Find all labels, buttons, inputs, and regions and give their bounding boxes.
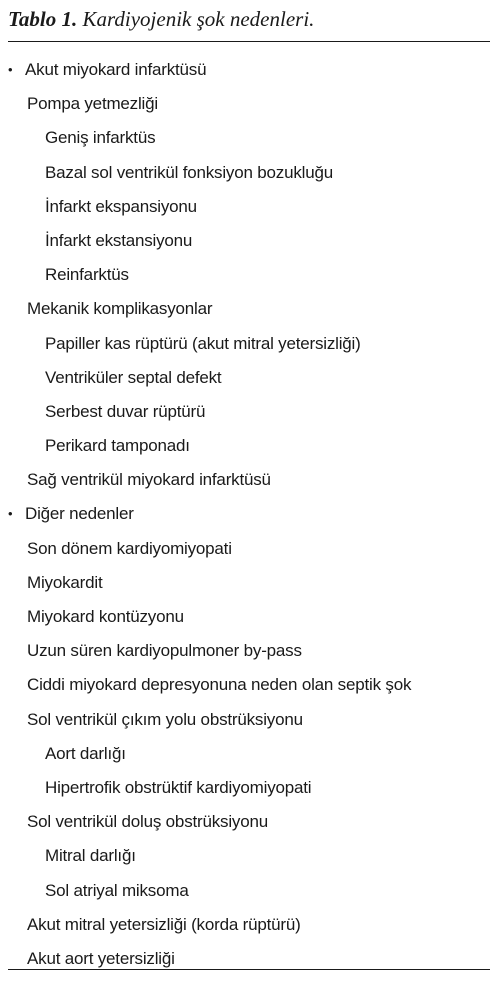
list-item-text: Bazal sol ventrikül fonksiyon bozukluğu bbox=[45, 162, 333, 182]
list-subitem bbox=[0, 190, 499, 224]
list-item-text: Ventriküler septal defekt bbox=[45, 367, 222, 387]
list-subitem bbox=[0, 327, 499, 361]
list-item bbox=[0, 463, 499, 497]
list-item-text: İnfarkt ekspansiyonu bbox=[45, 196, 197, 216]
list-item bbox=[0, 566, 499, 600]
list-item bbox=[0, 703, 499, 737]
list-item-text: Perikard tamponadı bbox=[45, 436, 190, 456]
list-item bbox=[0, 532, 499, 566]
list-item-text: Papiller kas rüptürü (akut mitral yetersizliği) bbox=[45, 333, 361, 353]
list-item-text: Ciddi miyokard depresyonuna neden olan septik şok bbox=[27, 675, 412, 695]
list-item bbox=[0, 292, 499, 326]
list-item-text: Mitral darlığı bbox=[45, 846, 136, 866]
list-item bbox=[0, 87, 499, 121]
list-item-text: Sağ ventrikül miyokard infarktüsü bbox=[27, 470, 271, 490]
list-heading bbox=[0, 497, 499, 531]
table-title bbox=[8, 6, 314, 32]
list-item-text: Aort darlığı bbox=[45, 743, 126, 763]
list-subitem bbox=[0, 258, 499, 292]
top-rule bbox=[8, 41, 490, 42]
table-title-prefix: Tablo 1. bbox=[8, 7, 78, 31]
list-item-text: Mekanik komplikasyonlar bbox=[27, 299, 213, 319]
table-title-text: Kardiyojenik şok nedenleri. bbox=[77, 7, 315, 31]
list-subitem bbox=[0, 395, 499, 429]
list-item bbox=[0, 668, 499, 702]
list-subitem bbox=[0, 737, 499, 771]
cause-list bbox=[0, 53, 499, 976]
list-subitem bbox=[0, 429, 499, 463]
bottom-rule bbox=[8, 969, 490, 970]
list-item-text: Akut mitral yetersizliği (korda rüptürü) bbox=[27, 914, 301, 934]
list-item-text: Diğer nedenler bbox=[25, 504, 134, 524]
list-item bbox=[0, 908, 499, 942]
list-item-text: Pompa yetmezliği bbox=[27, 94, 158, 114]
list-heading bbox=[0, 53, 499, 87]
list-item-text: Son dönem kardiyomiyopati bbox=[27, 538, 232, 558]
list-item-text: Miyokard kontüzyonu bbox=[27, 607, 184, 626]
list-item-text: Hipertrofik obstrüktif kardiyomiyopati bbox=[45, 777, 312, 797]
list-subitem bbox=[0, 121, 499, 155]
list-item-text: Uzun süren kardiyopulmoner by-pass bbox=[27, 641, 302, 661]
list-subitem bbox=[0, 361, 499, 395]
list-item-text: Geniş infarktüs bbox=[45, 128, 156, 148]
list-subitem bbox=[0, 156, 499, 190]
list-subitem bbox=[0, 874, 499, 908]
list-item-text: Serbest duvar rüptürü bbox=[45, 401, 206, 421]
list-subitem bbox=[0, 771, 499, 805]
list-item-text: İnfarkt ekstansiyonu bbox=[45, 230, 193, 250]
bullet-icon: • bbox=[8, 62, 13, 77]
list-item bbox=[0, 634, 499, 668]
list-item-text: Miyokardit bbox=[27, 572, 103, 592]
list-item-text: Akut miyokard infarktüsü bbox=[25, 60, 207, 79]
list-item-text: Sol atriyal miksoma bbox=[45, 880, 189, 900]
list-item bbox=[0, 805, 499, 839]
list-item-text: Sol ventrikül çıkım yolu obstrüksiyonu bbox=[27, 709, 303, 729]
list-item bbox=[0, 600, 499, 634]
list-item-text: Reinfarktüs bbox=[45, 265, 129, 285]
bullet-icon: • bbox=[8, 506, 13, 522]
list-item-text: Sol ventrikül doluş obstrüksiyonu bbox=[27, 812, 268, 832]
list-item bbox=[0, 942, 499, 976]
list-subitem bbox=[0, 839, 499, 873]
list-item-text: Akut aort yetersizliği bbox=[27, 948, 175, 968]
list-subitem bbox=[0, 224, 499, 258]
